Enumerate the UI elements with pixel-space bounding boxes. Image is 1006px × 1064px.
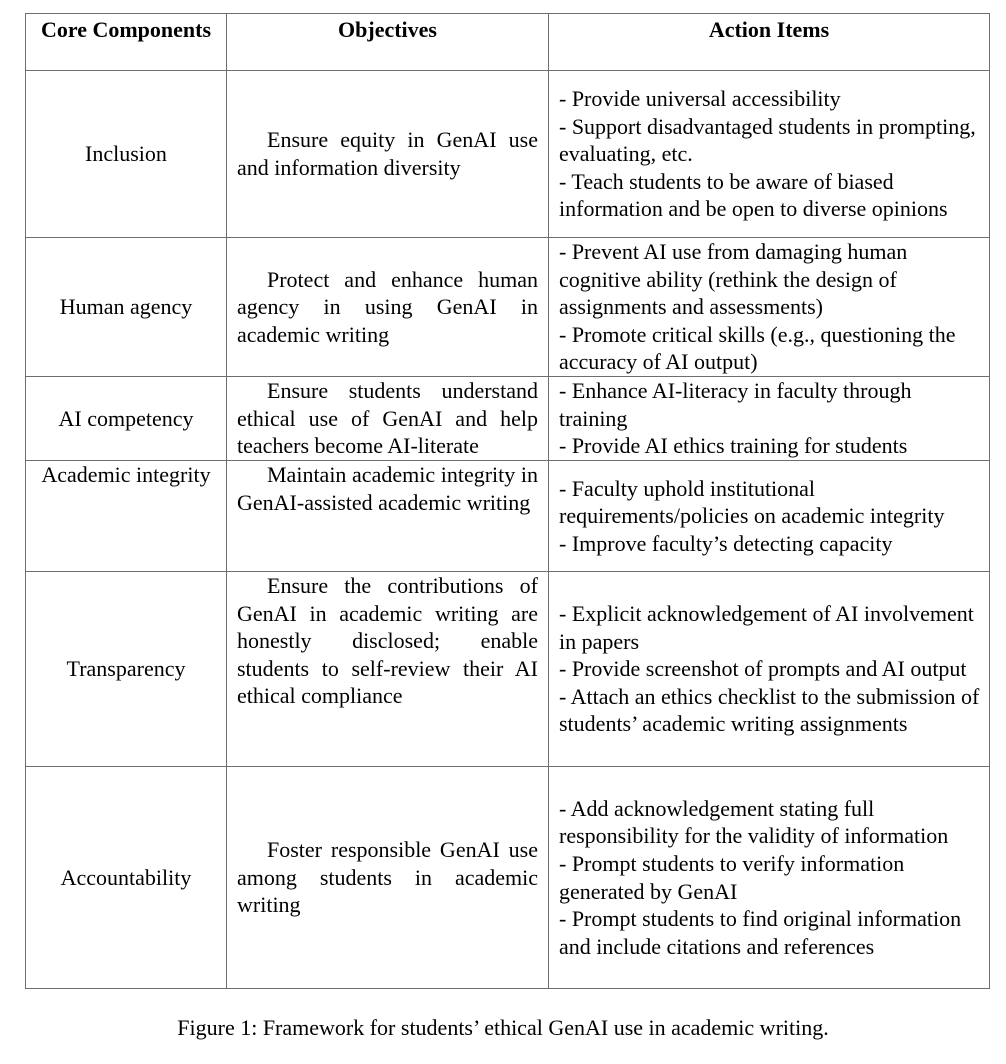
action-item: - Provide AI ethics training for students <box>559 433 908 459</box>
action-item: - Prevent AI use from damaging human cognitive ability (rethink the design of assignments and assessments) <box>559 239 908 320</box>
actions-cell <box>549 377 990 461</box>
action-item: - Add acknowledgement stating full responsibility for the validity of information <box>559 795 949 849</box>
component-cell: Inclusion <box>26 71 227 238</box>
objective-cell: Ensure equity in GenAI use and information diversity <box>227 71 549 238</box>
actions-cell <box>549 71 990 238</box>
component-cell: Human agency <box>26 238 227 377</box>
figure-caption: Figure 1: Framework for students’ ethical GenAI use in academic writing. <box>177 1015 829 1040</box>
action-item: - Attach an ethics checklist to the submission of students’ academic writing assignments <box>559 683 980 737</box>
action-item: - Teach students to be aware of biased information and be open to diverse opinions <box>559 168 948 222</box>
action-item: - Enhance AI-literacy in faculty through training <box>559 378 912 431</box>
action-item: - Provide universal accessibility <box>559 86 841 112</box>
table-row <box>26 572 990 767</box>
actions-cell <box>549 572 990 767</box>
action-item: - Support disadvantaged students in prompting, evaluating, etc. <box>559 113 976 167</box>
action-item: - Prompt students to find original information and include citations and references <box>559 906 962 959</box>
objective-cell: Ensure students understand ethical use of GenAI and help teachers become AI-literate <box>227 377 549 461</box>
component-cell: Academic integrity <box>26 461 227 572</box>
component-cell: Accountability <box>26 767 227 989</box>
table-row <box>26 767 990 989</box>
header-objectives: Objectives <box>227 14 549 71</box>
action-item: - Promote critical skills (e.g., questioning the accuracy of AI output) <box>559 321 956 375</box>
action-item: - Provide screenshot of prompts and AI output <box>559 656 967 682</box>
table-row <box>26 461 990 572</box>
table-body <box>26 71 990 989</box>
header-core-components: Core Components <box>26 14 227 71</box>
table-row <box>26 377 990 461</box>
component-cell: AI competency <box>26 377 227 461</box>
action-item: - Prompt students to verify information generated by GenAI <box>559 850 905 904</box>
table-row <box>26 71 990 238</box>
component-cell: Transparency <box>26 572 227 767</box>
framework-table <box>25 13 990 989</box>
objective-cell: Protect and enhance human agency in using GenAI in academic writing <box>227 238 549 377</box>
actions-cell <box>549 461 990 572</box>
objective-cell: Foster responsible GenAI use among students in academic writing <box>227 767 549 989</box>
header-action-items: Action Items <box>549 14 990 71</box>
action-item: - Faculty uphold institutional requirements/policies on academic integrity <box>559 475 945 529</box>
table-header <box>26 14 990 71</box>
header-row <box>26 14 990 71</box>
objective-cell: Maintain academic integrity in GenAI-assisted academic writing <box>227 461 549 572</box>
table-row <box>26 238 990 377</box>
objective-cell: Ensure the contributions of GenAI in academic writing are honestly disclosed; enable students to self-review their AI ethical compliance <box>227 572 549 767</box>
actions-cell <box>549 767 990 989</box>
action-item: - Explicit acknowledgement of AI involvement in papers <box>559 601 974 654</box>
action-item: - Improve faculty’s detecting capacity <box>559 530 893 556</box>
actions-cell <box>549 238 990 377</box>
